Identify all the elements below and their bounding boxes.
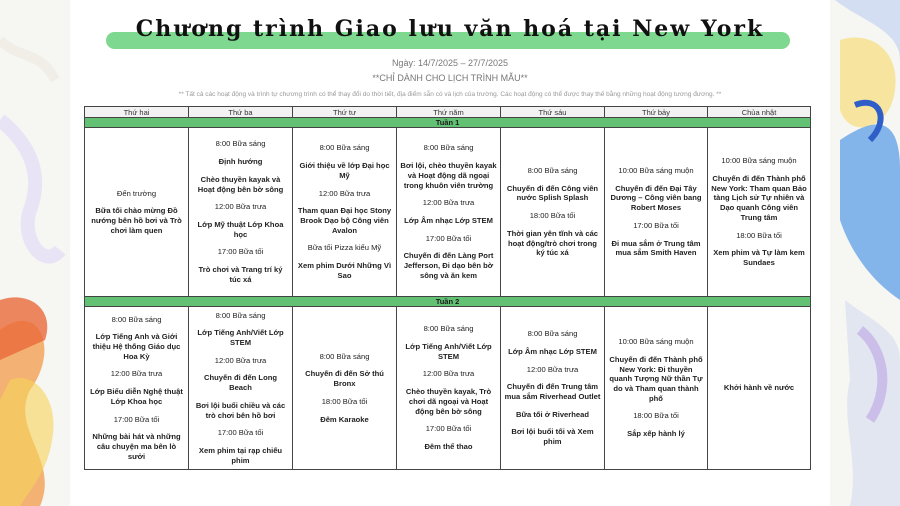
activity-text: Lớp Mỹ thuật Lớp Khoa học <box>197 220 284 239</box>
week-label: Tuần 2 <box>85 297 811 307</box>
activity-text: Khởi hành về nước <box>723 383 795 393</box>
day-cell <box>605 307 708 470</box>
activity-text: Xem phim và Tự làm kem Sundaes <box>713 248 805 268</box>
time-text: 12:00 Bữa trưa <box>110 369 163 379</box>
activity-text: Chuyến đi đến Thành phố New York: Đi thuyền quanh Tượng Nữ thần Tự do và Tham quan thành phố <box>609 354 703 403</box>
week-2-activities <box>85 307 811 470</box>
day-header-row <box>85 107 811 118</box>
time-text: 8:00 Bữa sáng <box>527 329 578 339</box>
time-text: 8:00 Bữa sáng <box>319 143 370 153</box>
time-text: 8:00 Bữa sáng <box>423 324 474 334</box>
time-text: 12:00 Bữa trưa <box>214 355 267 365</box>
time-text: 8:00 Bữa sáng <box>527 165 578 175</box>
time-text: 12:00 Bữa trưa <box>526 364 579 374</box>
activity-text: Chèo thuyền kayak và Hoạt động bên bờ sông <box>197 174 284 194</box>
day-cell <box>501 128 605 297</box>
time-text: 18:00 Bữa tối <box>529 211 576 221</box>
week-label: Tuần 1 <box>85 118 811 128</box>
week-row <box>85 297 811 307</box>
day-cell <box>397 307 501 470</box>
day-cell <box>85 128 189 297</box>
day-header: Thứ hai <box>85 107 189 118</box>
activity-text: Lớp Tiếng Anh và Giới thiệu Hệ thống Giáo dục Hoa Kỳ <box>92 332 181 361</box>
activity-text: Chuyến đi đến Đại Tây Dương – Công viên bang Robert Moses <box>610 183 702 213</box>
time-text: 17:00 Bữa tối <box>425 233 472 243</box>
day-header: Thứ bảy <box>605 107 708 118</box>
activity-text: Chuyến đi đến Thành phố New York: Tham quan Bảo tàng Lịch sử Tự nhiên và Dạo quanh Công viên Trung tâm <box>711 173 807 222</box>
day-header: Thứ năm <box>397 107 501 118</box>
day-cell <box>293 307 397 470</box>
activity-text: Chèo thuyền kayak, Trò chơi dã ngoại và Hoạt động bên bờ sông <box>405 387 492 416</box>
day-cell <box>708 128 811 297</box>
time-text: Đến trường <box>116 188 157 198</box>
activity-text: Sắp xếp hành lý <box>627 429 685 439</box>
time-text: 17:00 Bữa tối <box>113 414 160 424</box>
time-text: 8:00 Bữa sáng <box>215 139 266 149</box>
time-text: 17:00 Bữa tối <box>633 220 679 230</box>
week-row <box>85 118 811 128</box>
day-cell <box>293 128 397 297</box>
activity-text: Chuyến đi đến Trung tâm mua sắm Riverhead Outlet <box>504 382 601 401</box>
day-header: Chủa nhật <box>708 107 811 118</box>
activity-text: Giới thiệu về lớp Đại học Mỹ <box>299 161 390 180</box>
activity-text: Thời gian yên tĩnh và các hoạt động/trò chơi trong ký túc xá <box>506 228 599 258</box>
activity-text: Tham quan Đại học Stony Brook Dạo bộ Công viên Avalon <box>297 206 392 235</box>
day-header: Thứ sáu <box>501 107 605 118</box>
time-text: 12:00 Bữa trưa <box>422 369 475 379</box>
time-text: 8:00 Bữa sáng <box>111 314 162 324</box>
activity-text: Trò chơi và Trang trí ký túc xá <box>198 265 283 284</box>
activity-text: Bơi lội, chèo thuyền kayak và Hoạt động dã ngoại trong khuôn viên trường <box>400 161 497 190</box>
schedule-table <box>84 106 811 470</box>
time-text: 17:00 Bữa tối <box>425 424 472 434</box>
day-cell <box>397 128 501 297</box>
time-text: 17:00 Bữa tối <box>217 428 264 438</box>
activity-text: Chuyến đi đến Làng Port Jefferson, Đi dạo bên bờ sông và ăn kem <box>403 251 494 280</box>
date-range: Ngày: 14/7/2025 – 27/7/2025 <box>391 58 509 68</box>
activity-text: Chuyến đi đến Sở thú Bronx <box>305 369 384 389</box>
day-cell <box>189 128 293 297</box>
time-text: Bữa tối Pizza kiểu Mỹ <box>307 243 382 253</box>
day-cell <box>605 128 708 297</box>
day-cell <box>501 307 605 470</box>
disclaimer-note: ** Tất cả các hoạt động và trình tự chương trình có thể thay đổi do thời tiết, địa điểm sẵn có và lịch của trường. Các hoạt động có thể được thay thế bằng những hoạt động tương đương. ** <box>178 91 722 98</box>
time-text: 17:00 Bữa tối <box>217 247 264 257</box>
sample-schedule-note: **CHỈ DÀNH CHO LỊCH TRÌNH MẪU** <box>372 73 528 83</box>
activity-text: Bữa tối chào mừng Đồ nướng bên hồ bơi và Trò chơi làm quen <box>91 206 182 235</box>
activity-text: Lớp Âm nhạc Lớp STEM <box>404 216 493 225</box>
activity-text: Bữa tối ở Riverhead <box>516 409 589 419</box>
time-text: 8:00 Bữa sáng <box>215 310 266 320</box>
day-cell <box>85 307 189 470</box>
activity-text: Chuyến đi đến Long Beach <box>204 373 277 393</box>
time-text: 8:00 Bữa sáng <box>319 351 370 361</box>
activity-text: Đi mua sắm ở Trung tâm mua sắm Smith Haven <box>611 238 701 258</box>
page-title: Chương trình Giao lưu văn hoá tại New York <box>135 16 765 42</box>
time-text: 10:00 Bữa sáng muộn <box>721 156 797 166</box>
week-1-activities <box>85 128 811 297</box>
activity-text: Xem phim Dưới Những Vì Sao <box>297 261 392 280</box>
activity-text: Lớp Âm nhạc Lớp STEM <box>508 346 597 356</box>
time-text: 12:00 Bữa trưa <box>214 202 267 212</box>
activity-text: Lớp Tiếng Anh/Viết Lớp STEM <box>405 341 492 361</box>
day-cell <box>708 307 811 470</box>
time-text: 10:00 Bữa sáng muộn <box>618 337 694 347</box>
time-text: 18:00 Bữa tối <box>633 411 679 421</box>
time-text: 10:00 Bữa sáng muộn <box>618 165 694 175</box>
activity-text: Đêm thể thao <box>424 442 473 452</box>
activity-text: Bơi lội buổi tối và Xem phim <box>511 427 594 447</box>
activity-text: Lớp Biểu diễn Nghệ thuật Lớp Khoa học <box>90 387 183 406</box>
time-text: 18:00 Bữa tối <box>736 230 782 240</box>
day-header: Thứ tư <box>293 107 397 118</box>
activity-text: Bơi lội buổi chiều và các trò chơi bên hồ bơi <box>195 400 286 420</box>
activity-text: Lớp Tiếng Anh/Viết Lớp STEM <box>197 328 284 347</box>
activity-text: Xem phim tại rạp chiếu phim <box>198 446 283 465</box>
day-header: Thứ ba <box>189 107 293 118</box>
activity-text: Những bài hát và những câu chuyện ma bên lò sưởi <box>92 432 181 461</box>
activity-text: Định hướng <box>218 157 263 167</box>
time-text: 12:00 Bữa trưa <box>422 198 475 208</box>
activity-text: Chuyến đi đến Công viên nước Splish Splash <box>506 183 599 203</box>
time-text: 8:00 Bữa sáng <box>423 143 474 153</box>
activity-text: Đêm Karaoke <box>320 414 369 424</box>
time-text: 18:00 Bữa tối <box>321 396 368 406</box>
time-text: 12:00 Bữa trưa <box>318 188 371 198</box>
day-cell <box>189 307 293 470</box>
